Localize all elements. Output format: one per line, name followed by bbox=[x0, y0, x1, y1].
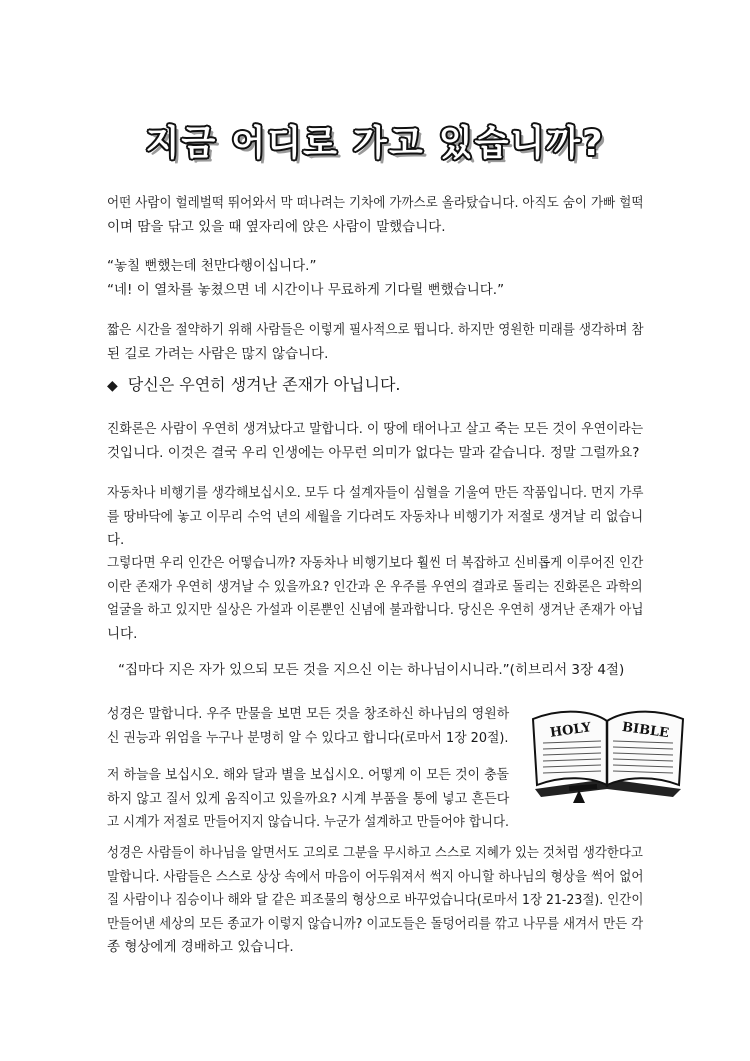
text-line: 종 형상에게 경배하고 있습니다. bbox=[107, 939, 294, 955]
text-line: 다. bbox=[107, 532, 125, 548]
design-paragraph bbox=[107, 482, 643, 553]
diamond-bullet-icon: ◆ bbox=[107, 378, 118, 394]
intro-paragraph bbox=[107, 192, 643, 239]
verse-text: “집마다 지은 자가 있으되 모든 것을 지으신 이는 하나님이시니라.”(히브리서 3장 4절) bbox=[118, 662, 625, 678]
text-line: 것입니다. 이것은 결국 우리 인생에는 아무런 의미가 없다는 말과 같습니다. 정말 그럴까요? bbox=[107, 444, 640, 461]
text-line: 질 사람이나 짐승이나 해와 달 같은 피조물의 형상으로 바꾸었습니다(로마서 1장 21-23절). 인간이 bbox=[107, 892, 644, 908]
urgency-paragraph bbox=[107, 319, 643, 366]
idolatry-paragraph bbox=[107, 842, 643, 960]
text-line: 성경은 사람들이 하나님을 알면서도 고의로 그분을 무시하고 스스로 지혜가 있는 것처럼 생각한다고 bbox=[107, 845, 643, 861]
dialogue-quote bbox=[107, 255, 643, 302]
scripture-verse bbox=[118, 659, 654, 683]
evolution-paragraph bbox=[107, 418, 643, 465]
section-heading-text: 당신은 우연히 생겨난 존재가 아닙니다. bbox=[127, 375, 401, 394]
text-line: 자동차나 비행기를 생각해보십시오. 모두 다 설계자들이 심혈을 기울여 만든 작품입니다. 먼지 가루 bbox=[107, 485, 644, 501]
text-line: 어떤 사람이 헐레벌떡 뛰어와서 막 떠나려는 기차에 가까스로 올라탔습니다. 아직도 숨이 가빠 헐떡 bbox=[107, 195, 644, 211]
heavens-paragraph bbox=[107, 764, 509, 835]
page-title: 지금 어디로 가고 있습니까? bbox=[145, 124, 605, 164]
text-line: 하지 않고 질서 있게 움직이고 있을까요? 시계 부품을 통에 넣고 흔든다 bbox=[107, 790, 510, 807]
text-line: 니다. bbox=[107, 625, 138, 642]
text-line: 말합니다. 사람들은 스스로 상상 속에서 마음이 어두워져서 썩지 아니할 하나님의 형상을 썩어 없어 bbox=[107, 868, 644, 885]
text-line: “놓칠 뻔했는데 천만다행이십니다.” bbox=[107, 258, 317, 274]
text-line: 성경은 말합니다. 우주 만물을 보면 모든 것을 창조하신 하나님의 영원하 bbox=[107, 706, 510, 722]
text-line: 를 땅바닥에 놓고 이무리 수억 년의 세월을 기다려도 자동차나 비행기가 저절로 생겨날 리 없습니 bbox=[107, 508, 644, 525]
holy-bible-icon bbox=[523, 697, 693, 805]
text-line: “네! 이 열차를 놓쳤으면 네 시간이나 무료하게 기다릴 뻔했습니다.” bbox=[107, 281, 505, 298]
text-line: 짧은 시간을 절약하기 위해 사람들은 이렇게 필사적으로 뜁니다. 하지만 영원한 미래를 생각하며 참 bbox=[107, 322, 644, 338]
bible-says-paragraph bbox=[107, 703, 509, 750]
text-line: 이란 존재가 우연히 생겨날 수 있을까요? 인간과 온 우주를 우연의 결과로 돌리는 진화론은 과학의 bbox=[107, 578, 643, 595]
text-line: 고 시계가 저절로 만들어지지 않습니다. 누군가 설계하고 만들어야 합니다. bbox=[107, 814, 510, 830]
text-line: 이며 땀을 닦고 있을 때 옆자리에 앉은 사람이 말했습니다. bbox=[107, 218, 446, 235]
text-line: 신 권능과 위엄을 누구나 분명히 알 수 있다고 합니다(로마서 1장 20절). bbox=[107, 729, 509, 746]
bible-left-label: HOLY bbox=[549, 720, 592, 741]
text-line: 저 하늘을 보십시오. 해와 달과 별을 보십시오. 어떻게 이 모든 것이 충돌 bbox=[107, 767, 509, 783]
text-line: 진화론은 사람이 우연히 생겨났다고 말합니다. 이 땅에 태어나고 살고 죽는 모든 것이 우연이라는 bbox=[107, 421, 644, 437]
human-paragraph bbox=[107, 552, 643, 646]
text-line: 된 길로 가려는 사람은 많지 않습니다. bbox=[107, 345, 329, 362]
text-line: 만들어낸 세상의 모든 종교가 이렇지 않습니까? 이교도들은 돌덩어리를 깎고 나무를 새겨서 만든 각 bbox=[107, 915, 644, 932]
text-line: 얼굴을 하고 있지만 실상은 가설과 이론뿐인 신념에 불과합니다. 당신은 우연히 생겨난 존재가 아닙 bbox=[107, 602, 644, 618]
text-line: 그렇다면 우리 인간은 어떻습니까? 자동차나 비행기보다 훨씬 더 복잡하고 신비롭게 이루어진 인간 bbox=[107, 555, 644, 571]
bible-right-label: BIBLE bbox=[621, 719, 670, 742]
section-heading bbox=[107, 374, 401, 397]
